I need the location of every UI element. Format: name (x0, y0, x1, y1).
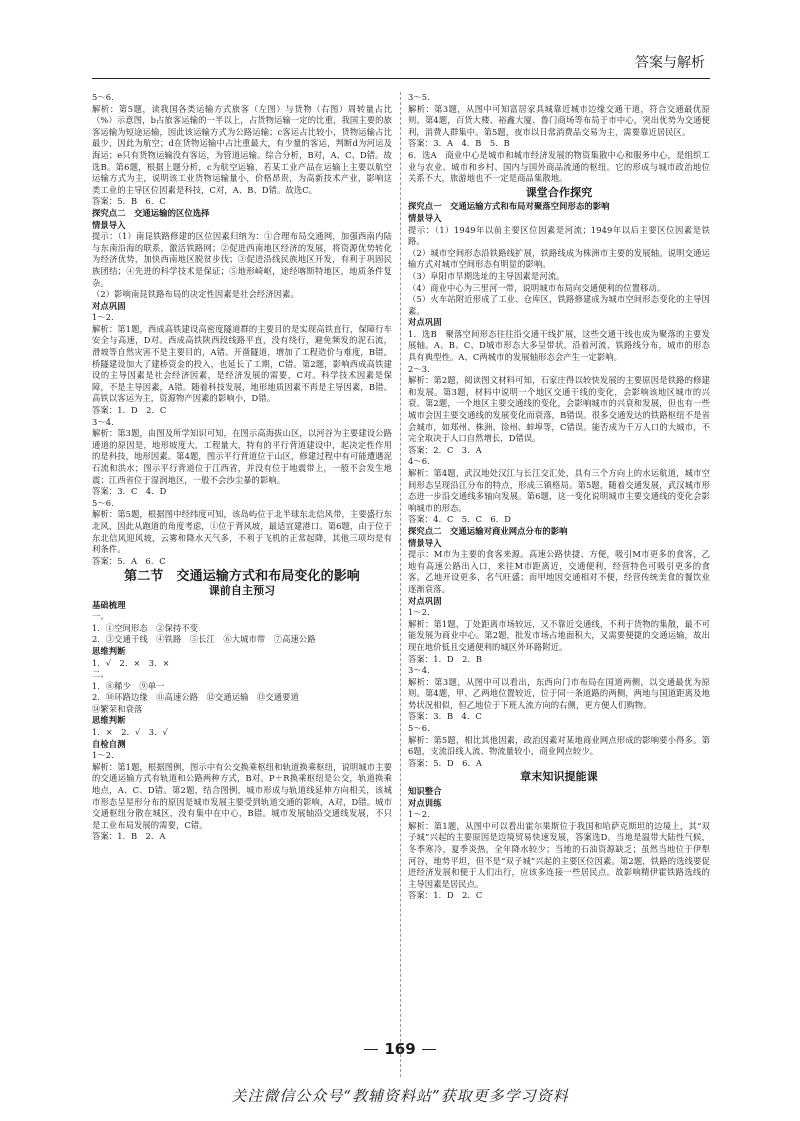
text-line: 1．选B 聚落空间形态往往沿交通干线扩展，这些交通干线也成为聚落的主要发展轴。A、B、C、D城市形态大多呈带状，沿着河流、铁路线分布，城市的形态具有典型性。A、C两城市的发展轴形态会产生一定影响。 (408, 328, 710, 363)
text-line: 提示：M市为主要的食客来源。高速公路快捷、方便，吸引M市更多的食客，乙地有高速公路出入口，来往M市距离近，交通便利，经营特色可吸引更多的食客。乙地开设更多，名气旺盛；而甲地因交通相对不便，经营传统美食的餐饮业逐渐衰落。 (408, 549, 710, 594)
block-label: 基础梳理 (92, 599, 126, 610)
text-line: 5～6. (408, 723, 430, 734)
text-line: 解析：第3题，从图中可以看出，东西向门市布局在国道两侧，以交通最优为原则。第4题，甲、乙两地位置较近，位于同一条道路的两侧，两地与国道距离及地势状况相似，但乙地位于下班人流方向的右侧，更方便人们购物。 (408, 676, 710, 710)
block-label: 情景导入 (92, 219, 126, 230)
text-line: 解析：第3题，从图中可知富居家具城靠近城市边缘交通干道，符合交通最优原则。第4题，百货大楼、裕鑫大厦、鲁门商场等布局于市中心，突出优势为交通便利，消费人群集中。第5题，夜市以日常消费品交易为主，需要靠近居民区。 (408, 103, 710, 137)
block-label: 探究点二 交通运输对商业网点分布的影响 (408, 525, 568, 536)
text-line: 答案：3．B 4．C (408, 711, 482, 722)
text-line: ⑭繁荣和衰落 (92, 703, 143, 714)
block-label: 探究点二 交通运输的区位选择 (92, 207, 210, 218)
text-line: 答案：5．D 6．A (408, 757, 482, 768)
text-line: 4～6. (408, 456, 430, 467)
text-line: 答案：1．B 2．A (92, 831, 166, 842)
section-header: 答案与解析 (635, 55, 705, 71)
section-heading: 第二节 交通运输方式和布局变化的影响 (124, 569, 360, 585)
block-label: 情景导入 (408, 537, 442, 548)
text-line: 1～2. (408, 809, 430, 820)
text-line: 2～3. (408, 363, 430, 374)
block-label: 思维判断 (92, 715, 126, 726)
text-line: 1．√ 2．× 3．× (92, 657, 170, 668)
text-line: （2）城市空间形态沿铁路线扩展，铁路线成为株洲市主要的发展轴。说明交通运输方式对城市空间形态有明显的影响。 (408, 247, 710, 270)
column-divider (400, 92, 401, 1077)
text-line: （3）阜阳市早期选址的主导因素是河流。 (408, 270, 565, 281)
text-line: 2．③交通干线 ④铁路 ⑤长江 ⑥大城市带 ⑦高速公路 (92, 634, 316, 645)
footer-note: 关注微信公众号“教辅资料站”获取更多学习资料 (231, 1087, 569, 1105)
text-line: （5）火车站附近形成了工业、仓库区，铁路修建成为城市空间形态变化的主导因素。 (408, 294, 710, 316)
text-line: 提示：（1）1949年以前主要区位因素是河流；1949年以后主要区位因素是铁路。 (408, 224, 710, 247)
text-line: 答案：3．C 4．D (92, 486, 167, 497)
block-label: 对点巩固 (92, 300, 126, 311)
text-line: 5～6. (92, 92, 114, 102)
subsection-heading: 课前自主预习 (208, 583, 276, 597)
text-line: 答案：4．C 5．C 6．D (408, 514, 511, 525)
text-line: 1～2. (408, 607, 430, 618)
text-line: 1～2. (92, 750, 114, 761)
text-line: 3～4. (408, 665, 430, 676)
text-line: 3～5. (408, 92, 430, 102)
text-line: 1．①空间形态 ②保持不变 (92, 622, 199, 633)
text-line: 答案：1．D 2．B (408, 653, 483, 664)
header-rule (92, 78, 710, 79)
text-line: 解析：第5题，根据图中经纬度可知，该岛屿位于北半球东北信风带，主要盛行东北风，因此从跑道的角度考虑，①位于背风坡，最适宜建港口。第6题，由于位于东北信风迎风坡，云雾和降水天气多，不利于飞机的正常起降，其他三项均是有利条件。 (92, 509, 392, 555)
text-line: 解析：第5题，读我国各类运输方式旅客（左图）与货物（右图）周转量占比（%）示意图，b占旅客运输的一半以上，占货物运输一定的比重，我国主要的旅客运输为短途运输，因此该运输方式为公路运输；c客运占比较小，货物运输占比最少，因此为航空；d在货物运输中占比重最大，有少量的客运，判断d为河运及海运；e只有货物运输没有客运，为管道运输。综合分析，B对，A、C、D错。故选B。第6题，根据上题分析，c为航空运输，若某工业产品在运输上主要以航空运输方式为主，说明该工业货物运输量小，价格昂贵，为高新技术产业，影响这类工业的主导区位因素是科技，C对，A、B、D错。故选C。 (92, 103, 392, 195)
text-line: 提示：（1）南昆铁路修建的区位因素归纳为：①合理布局交通网，加强西南内陆与东南沿海的联系，激活铁路网；②促进西南地区经济的发展，将资源优势转化为经济优势，加快西南地区脱贫步伐；③促进沿线民族地区开发，有利于巩固民族团结；④先进的科学技术是保证；⑤地形崎岖，途经喀斯特地区，地质条件复杂。 (92, 231, 392, 288)
text-line: 1．⑧稀少 ⑨单一 (92, 680, 165, 691)
subsection-heading: 课堂合作探究 (525, 185, 593, 199)
page-number: 169 (0, 1040, 800, 1058)
text-line: 5～6. (92, 497, 114, 508)
text-line: 2．⑩环路边缘 ⑪高速公路 ⑫交通运输 ⑬交通要道 (92, 692, 299, 703)
text-line: 解析：第1题，西成高铁建设高密度隧道群的主要目的是实现高铁直行，保障行车安全与高速，D对。西成高铁陕西段线路平直，没有绕行，避免频发的泥石流，滑坡等自然灾害不是主要目的，A错。开凿隧道，增加了工程造价与难度，B错。桥隧建设加大了建桥资金的投入，也延长了工期，C错。第2题，影响西成高铁建设的主导因素是社会经济因素，是经济发展的需要，C对。科学技术因素是保障，不是主导因素，A错。随着科技发展，地形地质因素不再是主导因素，B错。高铁以客运为主，资源物产因素的影响小，D错。 (92, 323, 392, 404)
text-line: 解析：第2题，阅读图文材料可知，石家庄得以较快发展的主要原因是铁路的修建和发展。第3题，材料中说明一个地区交通干线的变化，会影响该地区城市的兴衰。第2题，一个地区主要交通线的变化，会影响城市的兴衰和发展，但也有一些城市会因主要交通线的发展变化而衰落，B错误。很多交通发达的铁路枢纽不是省会城市，如郑州、株洲、徐州、蚌埠等，C错误。能否成为千万人口的大城市，不完全取决于人口自然增长，D错误。 (408, 375, 710, 444)
text-line: 解析：第4题，武汉地处汉江与长江交汇处，具有三个方向上的水运航道，城市空间形态呈现沿江分布的特点，形成三镇格局。第5题，随着交通发展，武汉城市形态进一步沿交通线多轴向发展。第6题，这一变化说明城市主要交通线的变化会影响城市的形态。 (408, 468, 710, 513)
text-line: 答案：1．D 2．C (408, 890, 483, 901)
text-line: 3～4. (92, 416, 114, 427)
block-label: 对点巩固 (408, 595, 442, 606)
block-label: 情景导入 (408, 212, 442, 223)
left-column (92, 92, 392, 843)
text-line: 解析：第3题，由图及所学知识可知，在图示高海拔山区，以河谷为主要建设公路通道的原因是，地形坡度大，工程量大，特有的平行背道建设中，起决定性作用的是科技，地形因素。第4题，图示平行背道位于山区，修建过程中有可能遭遇泥石流和洪水；图示平行背道位于江西省，并没有位于地震带上，一般不会发生地震；江西省位于湿润地区，一般不会沙尘暴的影响。 (92, 428, 392, 485)
block-label: 自检自测 (92, 738, 126, 749)
text-line: 答案：1．D 2．C (92, 405, 167, 416)
block-label: 对点巩固 (408, 317, 442, 328)
block-label: 探究点一 交通运输方式和布局对聚落空间形态的影响 (408, 201, 610, 212)
block-label: 思维判断 (92, 645, 126, 656)
text-line: 答案：5．A 6．C (92, 555, 166, 566)
text-line: 答案：5．B 6．C (92, 196, 166, 207)
text-line: 答案：3．A 4．B 5．B (408, 138, 510, 149)
text-line: （2）影响南昆铁路布局的决定性因素是社会经济因素。 (92, 289, 299, 300)
subsection-heading: 章末知识提能课 (520, 770, 598, 784)
text-line: 一、 (92, 611, 109, 622)
text-line: 二、 (92, 669, 109, 680)
block-label: 对点训练 (408, 797, 442, 808)
text-line: 解析：第5题，相比其他因素，政治因素对某地商业网点形成的影响要小得多。第6题，支流沿线人流、物流量较小，商业网点较少。 (408, 734, 710, 757)
text-line: 解析：第1题，丁处距离市场较远，又不靠近交通线，不利于货物的集散，最不可能发展为商业中心。第2题，批发市场占地面积大，又需要便捷的交通运输，故出现在地价低且交通便利的城区外环路附近。 (408, 618, 710, 652)
right-column (408, 92, 710, 902)
text-line: （4）商业中心为三里河一带，说明城市布局向交通便利的位置移动。 (408, 282, 666, 293)
text-line: 1．× 2．√ 3．√ (92, 727, 168, 738)
text-line: 解析：第1题，从图中可以看出霍尔果斯位于我国和哈萨克斯坦的边境上，其“双子城”兴起的主要原因是边境贸易快速发展，答案选D。当地是温带大陆性气候，冬季寒冷，夏季炎热，全年降水较少；当地的石油资源缺乏；虽然当地位于伊犁河谷，地势平坦，但不是“双子城”兴起的主要区位因素。第2题，铁路的选线要促进经济发展和便于人们出行，应该多连接一些居民点。故影响精伊霍铁路选线的主导因素是居民点。 (408, 820, 710, 889)
text-line: 答案：2．C 3．A (408, 444, 482, 455)
text-line: 6．选A 商业中心是城市和城市经济发展的物资集散中心和服务中心，是组织工业与农业、城市和乡村、国内与国外商品流通的枢纽。它的形成与城市政治地位关系不大，旅游地也不一定是商品集散地。 (408, 149, 710, 184)
text-line: 解析：第1题，根据图例，图示中有公交换乘枢纽和轨道换乘枢纽，说明城市主要的交通运输方式有轨道和公路两种方式，B对。P＋R换乘枢纽是公交，轨道换乘地点，A、C、D错。第2题，结合图例，城市形成与轨道线延伸方向相关，该城市形态呈星形分布的原因是城市发展主要受到轨道交通的影响，A对，D错。城市交通枢纽分散在城区，没有集中在中心，B错。城市发展轴沿交通线发展，不只是工业布局发展的需要，C错。 (92, 761, 392, 830)
text-line: 1～2. (92, 312, 114, 323)
block-label: 知识整合 (408, 786, 442, 797)
